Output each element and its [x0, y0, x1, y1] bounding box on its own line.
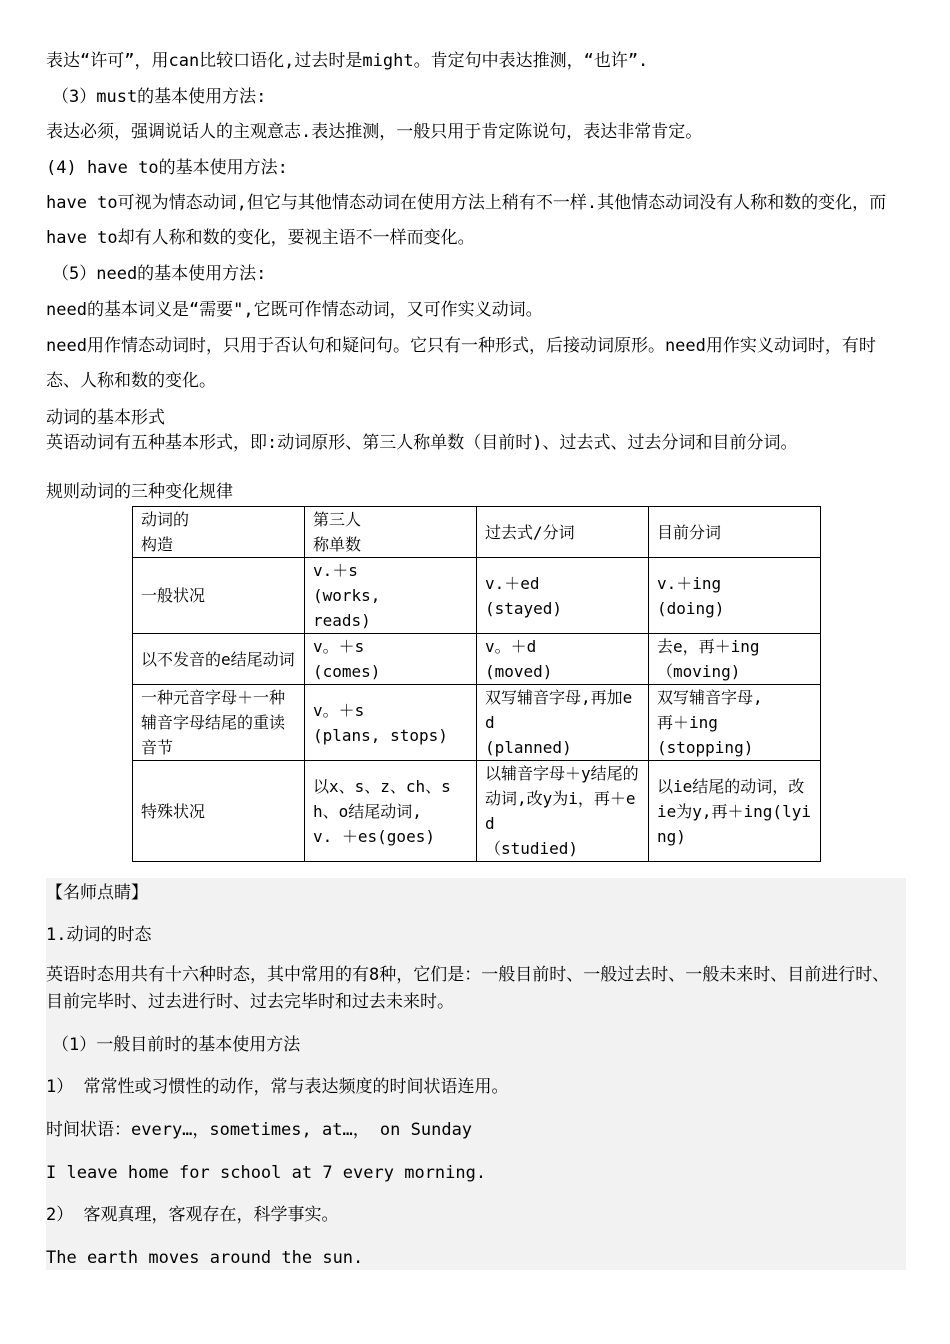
table-cell: 以辅音字母＋y结尾的动词,改y为i，再＋ed （studied)	[477, 761, 649, 862]
table-cell: 去e，再＋ing （moving)	[649, 634, 821, 685]
table-cell: 特殊状况	[133, 761, 305, 862]
table-header-row	[133, 507, 821, 558]
table-row	[133, 558, 821, 634]
heading-verb-tense: 1.动词的时态	[46, 925, 152, 945]
table-cell: 以x、s、z、ch、sh、o结尾动词, v. ＋es(goes)	[305, 761, 477, 862]
rule-objective-truth: 2） 客观真理，客观存在，科学事实。	[46, 1205, 339, 1225]
heading-simple-present: （1）一般目前时的基本使用方法	[52, 1035, 301, 1055]
table-cell: 以不发音的e结尾动词	[133, 634, 305, 685]
paragraph-need-meaning: need的基本词义是“需要",它既可作情态动词，又可作实义动词。	[46, 300, 543, 320]
table-cell: 一般状况	[133, 558, 305, 634]
paragraph-need-modal: need用作情态动词时，只用于否认句和疑问句。它只有一种形式，后接动词原形。need用作实义动词时，有时态、人称和数的变化。	[46, 336, 876, 391]
table-cell: v.＋s (works, reads)	[305, 558, 477, 634]
table-header-cell: 目前分词	[649, 507, 821, 558]
table-row	[133, 634, 821, 685]
section-heading: 【名师点睛】	[46, 883, 148, 903]
table-row	[133, 761, 821, 862]
table-cell: v。＋s (plans, stops)	[305, 685, 477, 761]
table-header-cell: 动词的 构造	[133, 507, 305, 558]
example-sentence: I leave home for school at 7 every morning.	[46, 1163, 487, 1183]
heading-regular-verb-rules: 规则动词的三种变化规律	[46, 482, 233, 502]
paragraph-can-permission: 表达“许可”，用can比较口语化,过去时是might。肯定句中表达推测，“也许”.	[46, 51, 649, 71]
paragraph-must: 表达必须，强调说话人的主观意志.表达推测，一般只用于肯定陈说句，表达非常肯定。	[46, 122, 703, 142]
heading-need-usage: （5）need的基本使用方法:	[52, 264, 267, 284]
heading-must-usage: （3）must的基本使用方法:	[52, 87, 267, 107]
teacher-notes-section	[46, 878, 906, 1270]
table-header-cell: 过去式/分词	[477, 507, 649, 558]
paragraph-verb-forms: 英语动词有五种基本形式，即:动词原形、第三人称单数（目前时)、过去式、过去分词和目前分词。	[46, 433, 798, 453]
table-cell: v.＋ing (doing)	[649, 558, 821, 634]
heading-verb-forms: 动词的基本形式	[46, 408, 165, 428]
verb-rules-table	[132, 506, 821, 862]
table-cell: 一种元音字母＋一种辅音字母结尾的重读音节	[133, 685, 305, 761]
table-cell: 双写辅音字母, 再＋ing (stopping)	[649, 685, 821, 761]
table-cell: v。＋s (comes)	[305, 634, 477, 685]
paragraph-tenses: 英语时态用共有十六种时态，其中常用的有8种，它们是：一般目前时、一般过去时、一般未来时、目前进行时、目前完毕时、过去进行时、过去完毕时和过去未来时。	[46, 965, 890, 1012]
rule-habitual: 1） 常常性或习惯性的动作，常与表达频度的时间状语连用。	[46, 1077, 509, 1097]
paragraph-have-to: have to可视为情态动词,但它与其他情态动词在使用方法上稍有不一样.其他情态动词没有人称和数的变化，而have to却有人称和数的变化，要视主语不一样而变化。	[46, 193, 887, 248]
table-header-cell: 第三人 称单数	[305, 507, 477, 558]
heading-have-to-usage: (4) have to的基本使用方法:	[46, 158, 288, 178]
time-adverbials: 时间状语：every…，sometimes, at…， on Sunday	[46, 1120, 473, 1140]
table-cell: 以ie结尾的动词，改ie为y,再＋ing(lying)	[649, 761, 821, 862]
example-sentence: The earth moves around the sun.	[46, 1248, 364, 1268]
table-cell: v.＋ed (stayed)	[477, 558, 649, 634]
table-row	[133, 685, 821, 761]
table-cell: v。＋d (moved)	[477, 634, 649, 685]
table-cell: 双写辅音字母,再加ed (planned)	[477, 685, 649, 761]
